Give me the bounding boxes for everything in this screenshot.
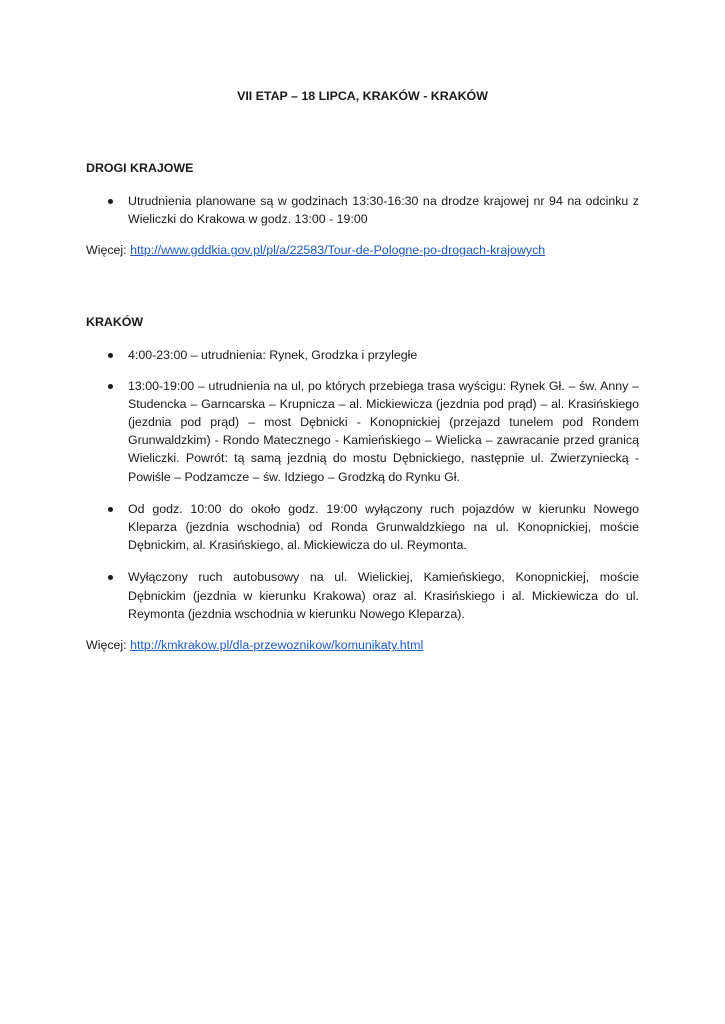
page-title: VII ETAP – 18 LIPCA, KRAKÓW - KRAKÓW	[237, 89, 488, 103]
list-item-text: Wyłączony ruch autobusowy na ul. Wielickiej, Kamieńskiego, Konopnickiej, moście Dębnickim (jezdnia w kierunku Krakowa) oraz al. Krasińskiego i al. Mickiewicza do ul. Reymonta (jezdnia wschodnia w kierunku Nowego Kleparza).	[128, 570, 639, 621]
list-item	[86, 568, 639, 623]
more-info-drogi-krajowe	[86, 242, 639, 258]
list-item	[86, 192, 639, 228]
bullet-icon	[108, 507, 113, 512]
bullet-icon	[108, 384, 113, 389]
bullet-list-krakow	[86, 346, 639, 623]
more-label: Więcej:	[86, 638, 127, 653]
list-item-text: Od godz. 10:00 do około godz. 19:00 wyłączony ruch pojazdów w kierunku Nowego Kleparza (jezdnia wschodnia) od Ronda Grunwaldzkiego na ul. Konopnickiej, moście Dębnickim, al. Krasińskiego, al. Mickiewicza do ul. Reymonta.	[128, 501, 639, 553]
list-item-text: 4:00-23:00 – utrudnienia: Rynek, Grodzka i przyległe	[128, 348, 418, 363]
list-item	[86, 500, 639, 555]
bullet-list-drogi-krajowe	[86, 192, 639, 228]
list-item	[86, 346, 639, 364]
bullet-icon	[108, 199, 113, 204]
bullet-icon	[108, 353, 113, 358]
list-item-text: 13:00-19:00 – utrudnienia na ul, po których przebiega trasa wyścigu: Rynek Gł. – św. Anny – Studencka – Garncarska – Krupnicza – al. Mickiewicza (jezdnia pod prąd) – al. Krasińskiego (jezdnia pod prąd) – most Dębnicki - Konopnickiej (przejazd tunelem pod Rondem Grunwaldzkim) - Rondo Matecznego - Kamieńskiego – Wielicka – zawracanie przed granicą Wieliczki. Powrót: tą samą jezdnią do mostu Dębnickiego, następnie ul. Zwierzyniecką - Powiśle – Podzamcze – św. Idziego – Grodzką do Rynku Gł.	[128, 378, 639, 484]
bullet-icon	[108, 575, 113, 580]
kmkrakow-link[interactable]: http://kmkrakow.pl/dla-przewoznikow/komunikaty.html	[130, 638, 424, 653]
document-page	[86, 88, 639, 653]
list-item-text: Utrudnienia planowane są w godzinach 13:30-16:30 na drodze krajowej nr 94 na odcinku z Wieliczki do Krakowa w godz. 13:00 - 19:00	[128, 194, 639, 227]
more-info-krakow	[86, 637, 639, 653]
gddkia-link[interactable]: http://www.gddkia.gov.pl/pl/a/22583/Tour-de-Pologne-po-drogach-krajowych	[130, 243, 546, 258]
more-label: Więcej:	[86, 243, 127, 258]
list-item	[86, 377, 639, 486]
section-heading-drogi-krajowe: DROGI KRAJOWE	[86, 161, 194, 175]
section-heading-krakow: KRAKÓW	[86, 315, 144, 330]
